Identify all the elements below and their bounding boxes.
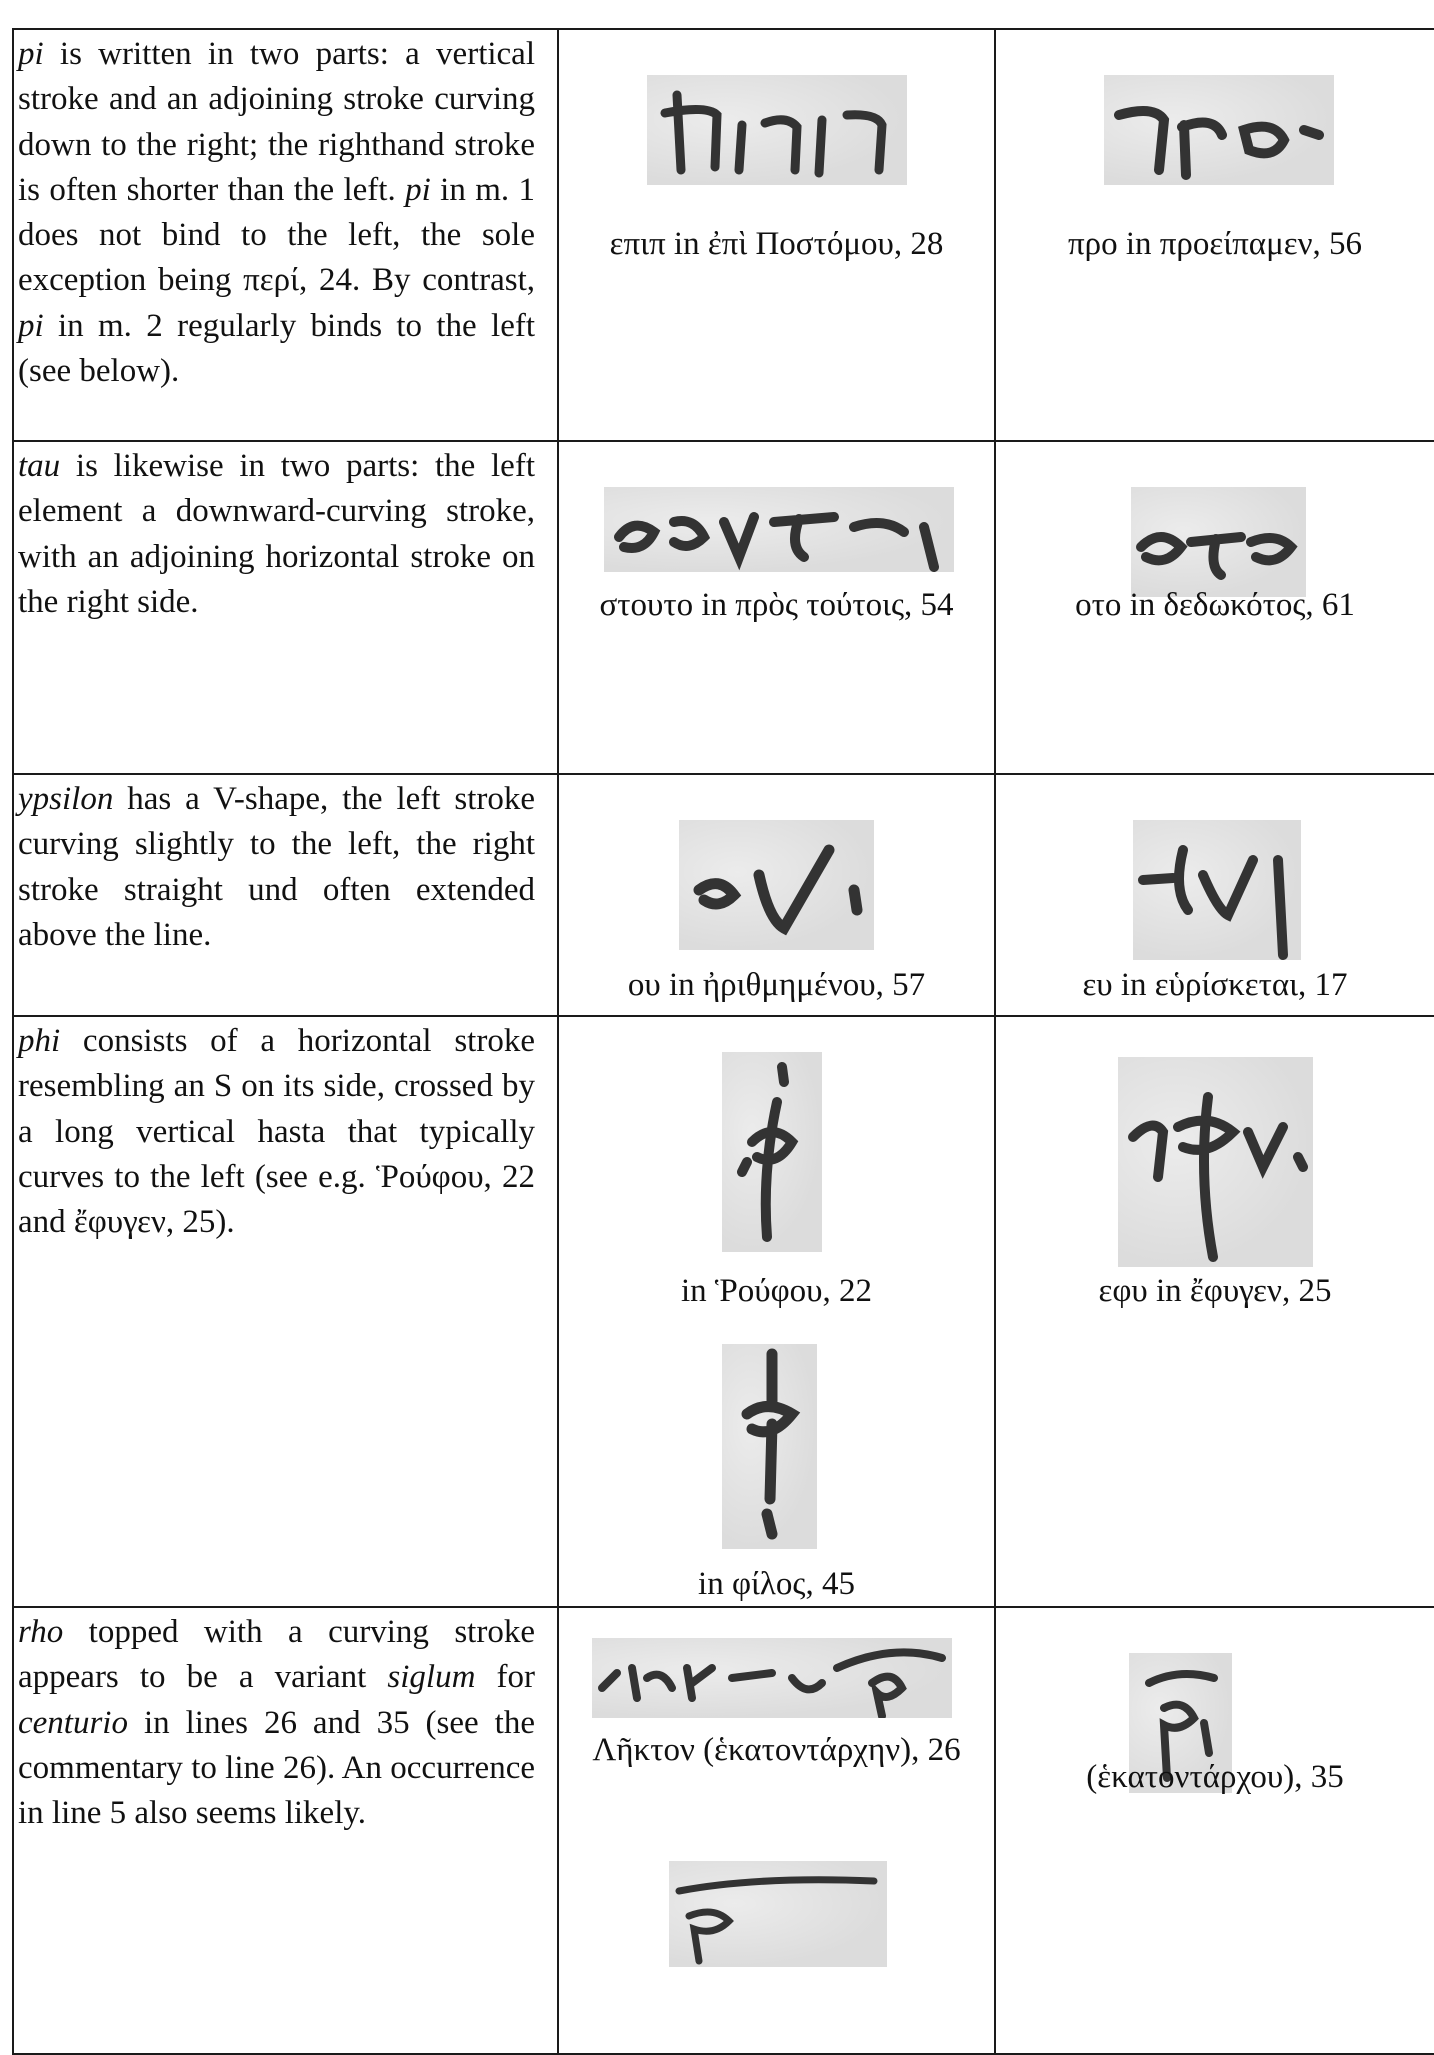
sample-caption: ευ in εὑρίσκεται, 17 <box>1082 967 1348 1003</box>
manuscript-image <box>1104 75 1334 185</box>
description-segment: in m. 1 does not bind to the left, the sole exception being περί, 24. By contrast, <box>18 171 535 299</box>
description-segment: consists of a horizontal stroke resembling an S on its side, crossed by a long vertical hasta that typically curves to the left (see e.g. Ῥούφου, 22 and ἔφυγεν, 25). <box>18 1023 535 1241</box>
table-row-pi <box>13 29 1434 441</box>
sample-cell <box>558 441 995 774</box>
term-italic: rho <box>18 1614 64 1650</box>
manuscript-image <box>722 1052 822 1252</box>
description-cell <box>13 441 558 774</box>
manuscript-image <box>722 1344 817 1549</box>
sample-caption: προ in προείπαμεν, 56 <box>1067 226 1363 262</box>
sample-cell <box>558 1016 995 1607</box>
sample-cell <box>995 29 1434 441</box>
term-italic: ypsilon <box>18 781 114 817</box>
description-segment: topped with a curving stroke appears to be a variant <box>18 1614 535 1696</box>
sample-caption: Λῆκτον (ἑκατοντάρχην), 26 <box>592 1732 961 1768</box>
sample-cell <box>995 441 1434 774</box>
description-cell <box>13 29 558 441</box>
table-row-tau <box>13 441 1434 774</box>
description-text <box>14 1017 557 1245</box>
table-row-ypsilon <box>13 774 1434 1016</box>
description-segment: is written in two parts: a vertical stroke and an adjoining stroke curving down to the right; the righthand stroke is often shorter than the left. <box>18 36 535 208</box>
description-segment: in m. 2 regularly binds to the left (see below). <box>18 307 535 390</box>
manuscript-image <box>679 820 874 950</box>
term-italic: tau <box>18 448 61 484</box>
sample-cell <box>995 1607 1434 2054</box>
manuscript-image <box>669 1861 887 1967</box>
description-cell <box>13 1016 558 1607</box>
sample-cell <box>558 29 995 441</box>
sample-caption: in Ῥούφου, 22 <box>680 1273 873 1309</box>
manuscript-image <box>647 75 907 185</box>
term-italic: pi <box>405 171 431 208</box>
manuscript-image <box>604 487 954 572</box>
term-italic: pi <box>18 307 44 344</box>
term-italic: phi <box>18 1023 61 1059</box>
description-segment: in lines 26 and 35 (see the commentary to line 26). An occurrence in line 5 also seems likely. <box>18 1704 535 1832</box>
sample-cell <box>995 1016 1434 1607</box>
description-segment: has a V-shape, the left stroke curving slightly to the left, the right stroke straight und often extended above the line. <box>18 781 535 953</box>
manuscript-image <box>1133 820 1301 960</box>
sample-caption: στουτο in πρὸς τούτοις, 54 <box>599 587 954 623</box>
table-row-phi <box>13 1016 1434 1607</box>
sample-caption: in φίλος, 45 <box>698 1566 855 1602</box>
term-italic: siglum <box>387 1659 476 1696</box>
sample-caption: οτο in δεδωκότος, 61 <box>1075 587 1355 623</box>
sample-caption: (ἑκατοντάρχου), 35 <box>1086 1759 1344 1795</box>
sample-cell <box>558 774 995 1016</box>
description-text <box>14 1608 557 1836</box>
description-text <box>14 30 557 394</box>
table-row-rho <box>13 1607 1434 2054</box>
description-segment: is likewise in two parts: the left element a downward-curving stroke, with an adjoining horizontal stroke on the right side. <box>18 448 535 620</box>
term-italic: pi <box>18 36 44 72</box>
manuscript-image <box>1118 1057 1313 1267</box>
term-italic: centurio <box>18 1704 128 1741</box>
manuscript-image <box>592 1638 952 1718</box>
letter-forms-table <box>12 28 1434 2055</box>
sample-cell <box>558 1607 995 2054</box>
sample-cell <box>995 774 1434 1016</box>
description-cell <box>13 1607 558 2054</box>
sample-caption: επιπ in ἐπὶ Ποστόμου, 28 <box>609 226 944 262</box>
manuscript-image <box>1131 487 1306 597</box>
description-cell <box>13 774 558 1016</box>
sample-caption: εφυ in ἔφυγεν, 25 <box>1098 1273 1332 1309</box>
description-text <box>14 442 557 625</box>
sample-caption: ου in ἠριθμημένου, 57 <box>627 967 926 1003</box>
description-text <box>14 775 557 958</box>
description-segment: for <box>475 1659 535 1696</box>
